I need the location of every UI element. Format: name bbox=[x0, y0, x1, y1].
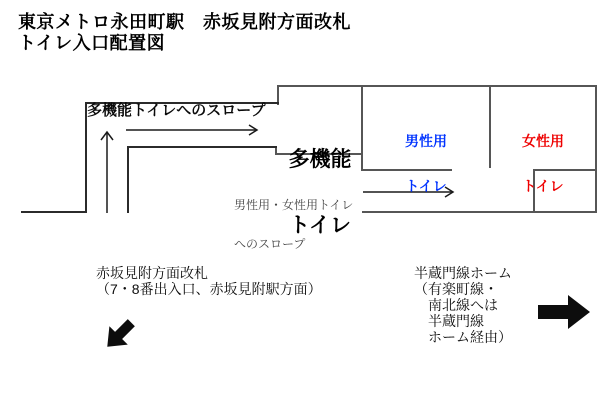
womens-toilet-room-label bbox=[490, 104, 596, 224]
womens-toilet-line1: 女性用 bbox=[522, 133, 564, 149]
womens-toilet-line2: トイレ bbox=[522, 178, 564, 194]
platform-caption-line3: 南北線へは bbox=[428, 297, 498, 313]
multi-slope-right-arrow-icon bbox=[126, 123, 262, 137]
mens-toilet-room-label bbox=[362, 104, 490, 224]
gate-caption-line2: （7・8番出入口、赤坂見附駅方面） bbox=[96, 281, 322, 297]
ramp-up-arrow-icon bbox=[99, 129, 115, 214]
gate-direction-down-left-arrow-icon bbox=[98, 312, 142, 356]
multi-toilet-line2: トイレ bbox=[289, 214, 351, 237]
platform-direction-right-arrow-icon bbox=[538, 292, 592, 332]
wall-ramp-inner-vertical bbox=[127, 146, 129, 213]
mens-toilet-line2: トイレ bbox=[405, 178, 447, 194]
page-title-line2: トイレ入口配置図 bbox=[18, 33, 166, 53]
wall-ramp-corridor-spur bbox=[21, 211, 86, 213]
platform-caption bbox=[414, 265, 512, 345]
platform-caption-line4: 半蔵門線 bbox=[428, 313, 484, 329]
multi-toilet-line1: 多機能 bbox=[288, 148, 352, 171]
platform-caption-line2: （有楽町線・ bbox=[414, 281, 498, 297]
platform-caption-line5: ホーム経由） bbox=[428, 329, 512, 345]
mw-slope-line1: 男性用・女性用トイレ bbox=[234, 198, 354, 212]
wall-ramp-inner-horizontal bbox=[127, 146, 277, 148]
wall-top bbox=[277, 85, 597, 87]
mens-toilet-line1: 男性用 bbox=[405, 133, 447, 149]
mw-slope-line2: へのスロープ bbox=[234, 237, 306, 251]
multi-slope-label: 多機能トイレへのスロープ bbox=[87, 102, 266, 119]
page-title bbox=[18, 12, 351, 54]
page-title-line1: 東京メトロ永田町駅 赤坂見附方面改札 bbox=[18, 12, 351, 32]
mw-slope-label bbox=[234, 173, 353, 277]
platform-caption-line1: 半蔵門線ホーム bbox=[414, 265, 512, 281]
gate-caption-line1: 赤坂見附方面改札 bbox=[96, 265, 208, 281]
gate-caption bbox=[96, 265, 322, 297]
